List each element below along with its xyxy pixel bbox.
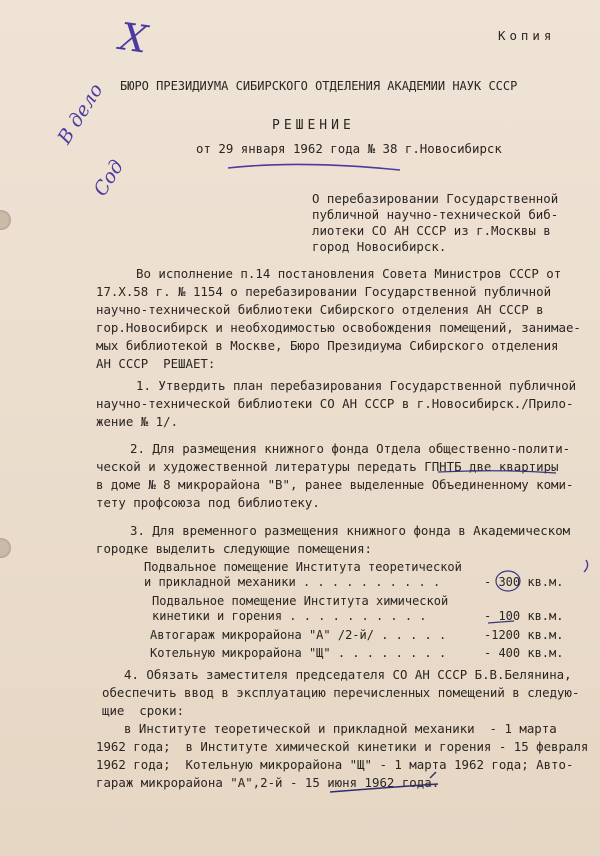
handwritten-margin-note: В дело [53,79,108,149]
text-line: научно-технической библиотеки СО АН СССР в г.Новосибирск./Прило- [96,396,574,411]
handwritten-corner-mark: X [117,14,151,62]
premise-name: кинетики и горения . . . . . . . . . . [152,609,427,623]
punch-hole [0,210,11,230]
text-line: мых библиотекой в Москве, Бюро Президиума Сибирского отделения [96,338,559,353]
subject-line: лиотеки СО АН СССР из г.Москвы в [312,223,551,238]
premise-area: -1200 кв.м. [484,628,564,642]
text-line: Во исполнение п.14 постановления Совета Министров СССР от [136,266,562,281]
premise-name: Котельную микрорайона "Щ" . . . . . . . . [150,646,447,660]
text-line: 1962 года; в Институте химической кинетики и горения - 15 февраля [96,739,589,754]
text-line: гараж микрорайона "А",2-й - 15 июня 1962 года. [96,775,440,790]
text-line: гор.Новосибирск и необходимостью освобождения помещений, занимае- [96,320,581,335]
decision-date-line: от 29 января 1962 года № 38 г.Новосибирск [196,141,502,156]
organization-name: БЮРО ПРЕЗИДИУМА СИБИРСКОГО ОТДЕЛЕНИЯ АКАДЕМИИ НАУК СССР [120,79,518,93]
text-line: 4. Обязать заместителя председателя СО АН СССР Б.В.Белянина, [124,667,572,682]
text-line: жение № 1/. [96,414,179,429]
ink-check [584,560,588,572]
subject-line: О перебазировании Государственной [312,191,559,206]
subject-line: публичной научно-технической биб- [312,207,559,222]
text-line: ческой и художественной литературы передать ГПНТБ две квартиры [96,459,559,474]
text-line: в Институте теоретической и прикладной механики - 1 марта [124,721,557,736]
premise-name: Подвальное помещение Института химической [152,594,449,608]
subject-line: город Новосибирск. [312,239,447,254]
copy-mark: Копия [498,28,556,43]
premise-name: Подвальное помещение Института теоретической [144,560,462,574]
text-line: щие сроки: [102,703,185,718]
text-line: 1. Утвердить план перебазирования Государственной публичной [136,378,577,393]
text-line: городке выделить следующие помещения: [96,541,373,556]
text-line: АН СССР РЕШАЕТ: [96,356,216,371]
text-line: 1962 года; Котельную микрорайона "Щ" - 1 марта 1962 года; Авто- [96,757,574,772]
document-type: РЕШЕНИЕ [272,118,355,133]
text-line: обеспечить ввод в эксплуатацию перечисленных помещений в следую- [102,685,580,700]
punch-hole [0,538,11,558]
premise-name: и прикладной механики . . . . . . . . . . [144,575,441,589]
text-line: в доме № 8 микрорайона "В", ранее выделенные Объединенному коми- [96,477,574,492]
text-line: научно-технической библиотеки Сибирского отделения АН СССР в [96,302,544,317]
premise-area: - 400 кв.м. [484,646,564,660]
premise-area: - 100 кв.м. [484,609,564,623]
text-line: тету профсоюза под библиотеку. [96,495,320,510]
text-line: 17.X.58 г. № 1154 о перебазировании Государственной публичной [96,284,552,299]
premise-name: Автогараж микрорайона "А" /2-й/ . . . . . [150,628,447,642]
text-line: 3. Для временного размещения книжного фонда в Академическом [130,523,571,538]
premise-area: - 300 кв.м. [484,575,564,589]
text-line: 2. Для размещения книжного фонда Отдела общественно-полити- [130,441,571,456]
ink-underline [228,164,400,170]
handwritten-margin-note: Сод [89,156,129,201]
